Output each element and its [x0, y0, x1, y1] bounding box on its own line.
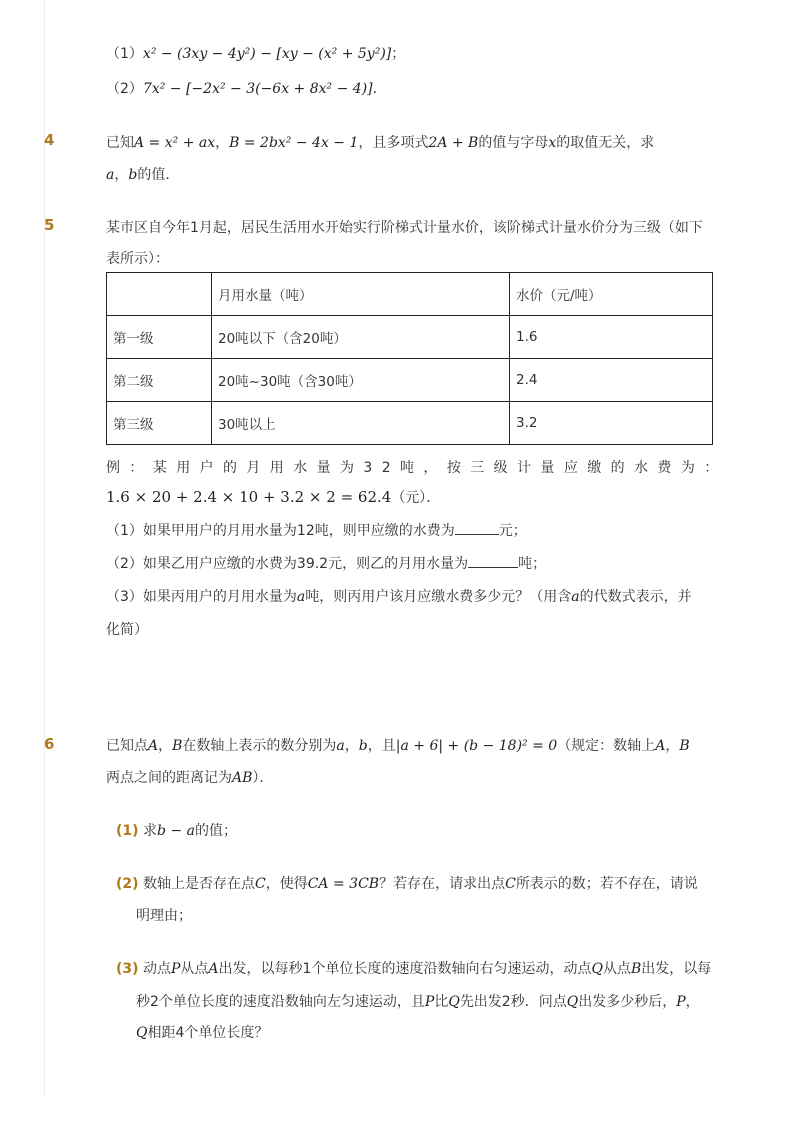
q5-example-formula-line	[106, 487, 440, 507]
table-cell: 2.4	[510, 359, 713, 402]
text: 的值．	[137, 167, 180, 183]
math-equation: |a + 6| + (b − 18)² = 0	[395, 738, 558, 754]
math-point-a: A	[208, 961, 219, 977]
text: 求	[143, 823, 157, 839]
text: （2）如果乙用户应缴的水费为39.2元，则乙的月用水量为	[106, 556, 469, 572]
table-cell: 20吨以下（含20吨）	[212, 316, 510, 359]
table-cell: 第三级	[107, 402, 212, 445]
part-number: (1)	[116, 823, 139, 839]
math-point-p: P	[676, 994, 686, 1010]
prev-part-1	[106, 43, 405, 63]
table-row	[107, 402, 713, 445]
text: ，使得	[265, 876, 308, 892]
table-cell: 20吨~30吨（含30吨）	[212, 359, 510, 402]
q4-line-1	[106, 132, 654, 152]
text: （规定：数轴上	[557, 738, 656, 754]
math-point-c: C	[505, 876, 516, 892]
part-tail: ．	[372, 81, 387, 97]
table-cell: 第一级	[107, 316, 212, 359]
q5-sub-2	[106, 553, 546, 573]
text: 已知点	[106, 738, 148, 754]
q6-part-3-line-2	[136, 991, 700, 1011]
math-point-q: Q	[136, 1025, 148, 1041]
text: 先出发2秒．问点	[459, 994, 567, 1010]
part-label: （2）	[106, 81, 143, 97]
part-expression: 7x² − [−2x² − 3(−6x + 8x² − 4)]	[142, 81, 373, 97]
math-point-b: B	[172, 738, 183, 754]
math-point-q: Q	[591, 961, 603, 977]
math-ab: AB	[232, 770, 253, 786]
math-point-p: P	[424, 994, 435, 1010]
table-cell: 第二级	[107, 359, 212, 402]
math-a: a	[571, 589, 580, 605]
text: 动点	[143, 961, 171, 977]
answer-blank[interactable]	[455, 534, 499, 535]
text: ，且多项式	[358, 135, 429, 151]
math-b: b	[128, 167, 138, 183]
q5-sub-1	[106, 520, 527, 540]
math-point-b: B	[679, 738, 690, 754]
math-x: x	[548, 135, 557, 151]
math-a: a	[106, 167, 115, 183]
text: 的值；	[194, 823, 237, 839]
text: ，	[665, 738, 680, 754]
q5-sub-3	[106, 586, 692, 606]
table-header-cell: 月用水量（吨）	[212, 273, 510, 316]
text: ？若存在，请求出点	[379, 876, 506, 892]
part-tail: ；	[391, 46, 406, 62]
question-number-4: 4	[44, 131, 55, 149]
text: ，	[344, 738, 359, 754]
table-row	[107, 316, 713, 359]
q6-line-2	[106, 767, 273, 787]
q6-part-2-line-2: 明理由；	[136, 908, 192, 924]
text: 吨；	[518, 556, 547, 572]
water-price-table	[106, 272, 713, 445]
question-number-5: 5	[44, 216, 55, 234]
part-label: （1）	[106, 46, 143, 62]
math-a-def: A = x² + ax	[134, 135, 216, 151]
example-formula: 1.6 × 20 + 2.4 × 10 + 3.2 × 2 = 62.4	[106, 488, 392, 506]
text: 两点之间的距离记为	[106, 770, 232, 786]
text: 在数轴上表示的数分别为	[182, 738, 337, 754]
table-cell: 1.6	[510, 316, 713, 359]
text: 元；	[498, 523, 527, 539]
math-point-a: A	[655, 738, 666, 754]
math-point-q: Q	[448, 994, 460, 1010]
text: ）．	[252, 770, 274, 786]
math-expr: b − a	[157, 823, 195, 839]
q6-line-1	[106, 735, 690, 755]
text: ，	[158, 738, 173, 754]
text: 的值与字母	[478, 135, 549, 151]
q5-example-line: 例：某用户的月用水量为32吨，按三级计量应缴的水费为：	[106, 460, 728, 476]
text: 从点	[180, 961, 209, 977]
text: 出发，以每秒1个单位长度的速度沿数轴向右匀速运动，动点	[218, 961, 592, 977]
text: 出发多少秒后，	[578, 994, 677, 1010]
text: 秒2个单位长度的速度沿数轴向左匀速运动，且	[136, 994, 425, 1010]
left-margin-rule	[44, 0, 45, 1095]
math-b: b	[358, 738, 368, 754]
text: 的代数式表示，并	[579, 589, 692, 605]
math-a: a	[336, 738, 345, 754]
text: （元）．	[391, 490, 441, 506]
math-b-def: B = 2bx² − 4x − 1	[229, 135, 359, 151]
text: ，	[215, 135, 230, 151]
math-a: a	[296, 589, 306, 605]
q6-part-2	[116, 873, 698, 893]
text: 相距4个单位长度？	[147, 1025, 269, 1041]
prev-part-2	[106, 78, 387, 98]
math-point-a: A	[148, 738, 159, 754]
q6-part-3	[116, 958, 711, 978]
table-header-cell	[107, 273, 212, 316]
part-expression: x² − (3xy − 4y²) − [xy − (x² + 5y²)]	[142, 46, 392, 62]
q4-line-2	[106, 164, 179, 184]
answer-blank[interactable]	[468, 567, 518, 568]
text: （1）如果甲用户的月用水量为12吨，则甲应缴的水费为	[106, 523, 455, 539]
text: 出发，以每	[641, 961, 712, 977]
text: ，	[114, 167, 129, 183]
text: ，且	[367, 738, 396, 754]
table-header-row	[107, 273, 713, 316]
q6-part-3-line-3	[136, 1022, 268, 1042]
q5-intro-line-1: 某市区自今年1月起，居民生活用水开始实行阶梯式计量水价，该阶梯式计量水价分为三级（如下	[106, 220, 703, 236]
q5-intro-line-2: 表所示）：	[106, 251, 169, 267]
math-expr: 2A + B	[428, 135, 479, 151]
math-point-c: C	[255, 876, 266, 892]
text: 从点	[602, 961, 631, 977]
text: （3）如果丙用户的月用水量为	[106, 589, 297, 605]
text: 所表示的数；若不存在，请说	[515, 876, 698, 892]
part-number: (2)	[116, 876, 139, 892]
table-row	[107, 359, 713, 402]
text: 的取值无关，求	[556, 135, 655, 151]
q6-part-1	[116, 820, 237, 840]
table-cell: 30吨以上	[212, 402, 510, 445]
math-point-p: P	[171, 961, 181, 977]
question-number-6: 6	[44, 735, 55, 753]
text: 吨，则丙用户该月应缴水费多少元？（用含	[305, 589, 572, 605]
q5-sub-3-line-2: 化简）	[106, 622, 148, 638]
table-cell: 3.2	[510, 402, 713, 445]
math-point-q: Q	[566, 994, 579, 1010]
part-number: (3)	[116, 961, 139, 977]
text: 数轴上是否存在点	[143, 876, 255, 892]
math-point-b: B	[630, 961, 642, 977]
table-header-cell: 水价（元/吨）	[510, 273, 713, 316]
text: 已知	[106, 135, 134, 151]
math-expr: CA = 3CB	[307, 876, 380, 892]
text: ，	[685, 994, 700, 1010]
text: 比	[434, 994, 449, 1010]
